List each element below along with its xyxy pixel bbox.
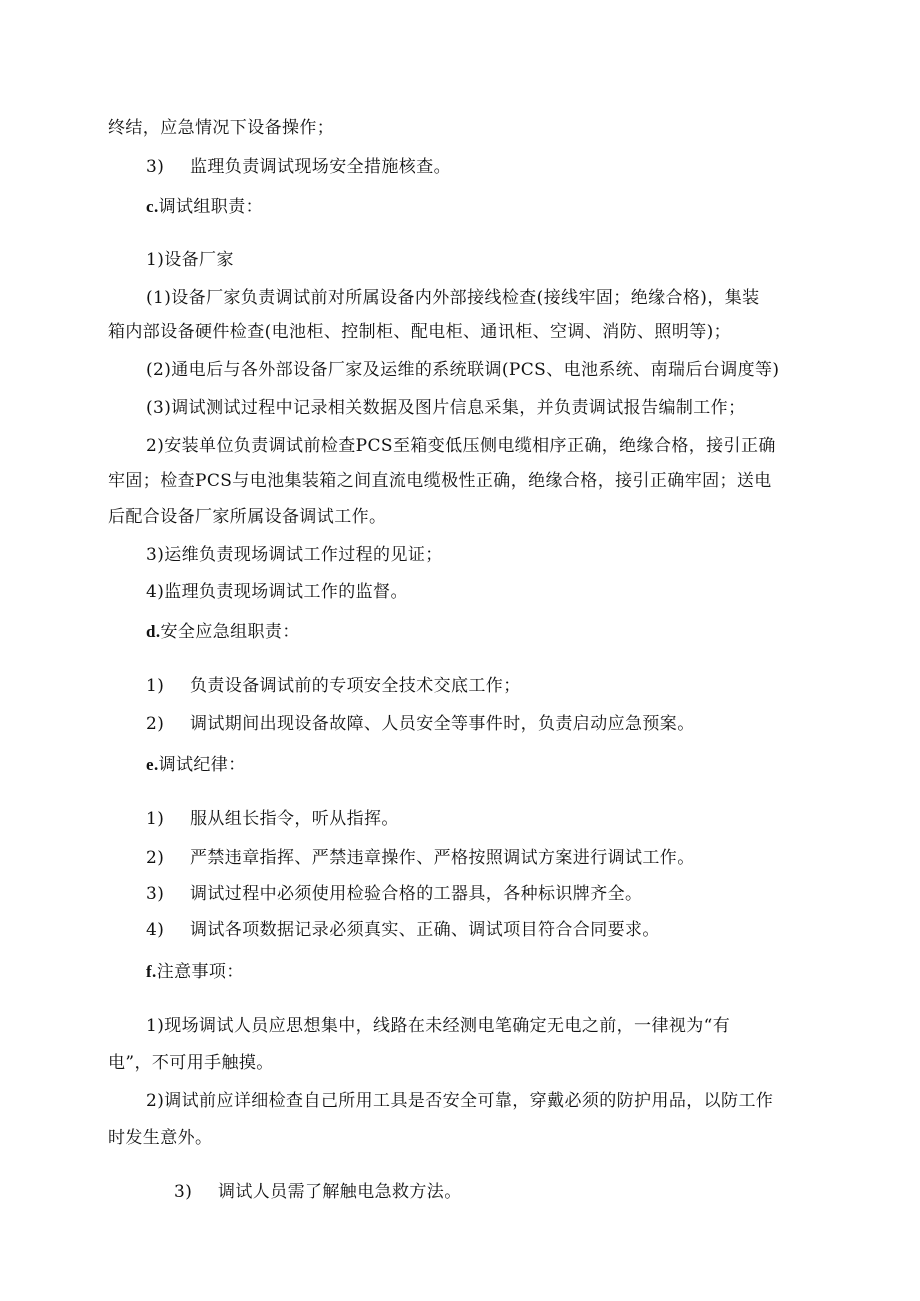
paragraph-line: 牢固；检查PCS与电池集装箱之间直流电缆极性正确，绝缘合格，接引正确牢固；送电 (108, 471, 772, 491)
list-item: 3) 调试人员需了解触电急救方法。 (174, 1182, 462, 1202)
list-item: 3) 监理负责调试现场安全措施核查。 (146, 157, 451, 177)
list-number: 3) (174, 1182, 193, 1202)
paragraph-line: 时发生意外。 (108, 1128, 213, 1148)
list-item: 1) 服从组长指令，听从指挥。 (146, 809, 399, 829)
list-number: 2) (146, 714, 165, 734)
paragraph-line: 电”，不可用手触摸。 (108, 1053, 274, 1073)
section-heading-e: e.调试纪律： (146, 755, 246, 775)
paragraph-line: (2)通电后与各外部设备厂家及运维的系统联调(PCS、电池系统、南瑞后台调度等) (146, 360, 780, 380)
section-heading-c: c.调试组职责： (146, 197, 264, 217)
list-item: 2) 严禁违章指挥、严禁违章操作、严格按照调试方案进行调试工作。 (146, 848, 695, 868)
paragraph-line: 终结，应急情况下设备操作； (108, 118, 335, 138)
paragraph-line: (3)调试测试过程中记录相关数据及图片信息采集，并负责调试报告编制工作； (146, 398, 746, 418)
list-number: 4) (146, 920, 165, 940)
paragraph-line: 2)安装单位负责调试前检查PCS至箱变低压侧电缆相序正确，绝缘合格，接引正确 (146, 436, 776, 456)
list-number: 2) (146, 848, 165, 868)
list-number: 3) (146, 157, 165, 177)
paragraph-line: (1)设备厂家负责调试前对所属设备内外部接线检查(接线牢固；绝缘合格)，集装 (146, 288, 760, 308)
paragraph-line: 后配合设备厂家所属设备调试工作。 (108, 507, 387, 527)
list-item: 2) 调试期间出现设备故障、人员安全等事件时，负责启动应急预案。 (146, 714, 695, 734)
section-heading-f: f.注意事项： (146, 962, 244, 982)
list-item: 3)运维负责现场调试工作过程的见证； (146, 545, 443, 565)
section-heading-d: d.安全应急组职责： (146, 622, 300, 642)
list-number: 1) (146, 676, 165, 696)
list-item: 1) 负责设备调试前的专项安全技术交底工作； (146, 676, 521, 696)
list-number: 3) (146, 884, 165, 904)
list-item: 4)监理负责现场调试工作的监督。 (146, 582, 408, 602)
list-item: 4) 调试各项数据记录必须真实、正确、调试项目符合合同要求。 (146, 920, 660, 940)
list-item: 1)设备厂家 (146, 250, 234, 270)
paragraph-line: 2)调试前应详细检查自己所用工具是否安全可靠，穿戴必须的防护用品，以防工作 (146, 1091, 774, 1111)
list-number: 1) (146, 809, 165, 829)
list-item: 3) 调试过程中必须使用检验合格的工器具，各种标识牌齐全。 (146, 884, 643, 904)
paragraph-line: 1)现场调试人员应思想集中，线路在未经测电笔确定无电之前，一律视为“有 (146, 1016, 731, 1036)
paragraph-line: 箱内部设备硬件检查(电池柜、控制柜、配电柜、通讯柜、空调、消防、照明等)； (108, 322, 732, 342)
